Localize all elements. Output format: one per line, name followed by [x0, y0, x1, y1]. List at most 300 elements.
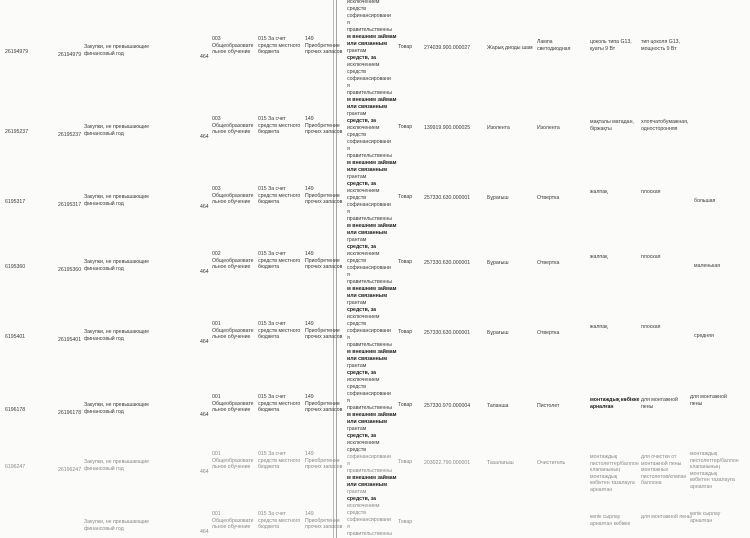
program-line: Приобретение [305, 257, 340, 264]
funding-source-line: бюджета [258, 464, 280, 471]
program-line: 149 [305, 451, 314, 457]
characteristic-ru [641, 514, 692, 521]
specifics-line: Общеобразовате [212, 192, 254, 199]
extra-characteristic-line: монтаждық [690, 451, 718, 457]
specifics-line: 001 [212, 451, 221, 457]
specifics-line: 001 [212, 321, 221, 327]
code-464: 464 [200, 269, 209, 275]
funding-text-line: или связанным [347, 419, 388, 425]
funding-text-line: средств [347, 132, 367, 138]
funding-text-line: или связанным [347, 356, 388, 362]
specifics-line: Общеобразовате [212, 400, 254, 407]
funding-text-line: средств, за [347, 244, 377, 250]
lot-id: 26196178 [58, 410, 82, 416]
characteristic-ru-line: монтажных [641, 467, 669, 474]
item-kind: Товар [398, 459, 413, 465]
funding-text-line: правительственны [347, 216, 393, 222]
funding-text-line: я [347, 272, 350, 278]
lot-id-left: 26194979 [5, 49, 29, 55]
specifics-line: Общеобразовате [212, 327, 254, 334]
name-kz: Бұрағыш [487, 330, 509, 336]
item-kind: Товар [398, 259, 413, 265]
specifics-line: 003 [212, 116, 221, 122]
characteristic-kz [590, 397, 639, 410]
extra-characteristic [690, 394, 727, 407]
characteristic-kz [590, 324, 607, 331]
funding-text-line: исключением [347, 0, 380, 5]
funding-text-line: средств [347, 447, 367, 453]
lot-id-left: 6195317 [5, 199, 26, 205]
characteristic-kz [590, 254, 607, 261]
characteristic-kz-line: көбіктен тазалауға [590, 480, 635, 487]
funding-source [258, 511, 300, 531]
funding-text-line: софинансировани [347, 13, 391, 19]
code-464: 464 [200, 54, 209, 60]
funding-text-line: м внешним займам [347, 223, 397, 229]
funding-source-line: 015 За счет [258, 394, 286, 400]
name-ru-line: Отвертка [537, 195, 560, 201]
program-line: Приобретение [305, 192, 340, 199]
characteristic-kz-line: пистолеттер/баллон [590, 460, 639, 467]
specifics [212, 251, 254, 271]
characteristic-kz-line: арналған [590, 403, 614, 410]
lot-id: 26195237 [58, 132, 82, 138]
characteristic-kz-line: көпік сырлау [590, 514, 621, 520]
funding-text-line: правительственны [347, 468, 393, 474]
funding-text-line: я [347, 461, 350, 467]
funding-text-line: софинансировани [347, 139, 391, 145]
funding-text-line: исключением [347, 251, 380, 257]
characteristic-ru-line: баллона [641, 480, 662, 487]
specifics-line: льное обучение [212, 264, 251, 271]
funding-text-line: грантам [347, 174, 367, 180]
funding-text-line: м внешним займам [347, 160, 397, 166]
extra-characteristic-line: арналған [690, 483, 713, 490]
characteristic-kz-line: жалпақ [590, 189, 608, 195]
specifics-line: 001 [212, 394, 221, 400]
funding-text-line: или связанным [347, 293, 388, 299]
characteristic-kz-line: қуаты 9 Вт [590, 45, 616, 52]
funding-text-line: я [347, 524, 350, 530]
characteristic-kz-line: монтаждық [590, 473, 618, 480]
funding-text-line: софинансировани [347, 265, 391, 271]
funding-source-line: средств местного [258, 122, 301, 129]
funding-text-line: м внешним займам [347, 286, 397, 292]
name-ru [537, 330, 559, 337]
program [305, 186, 342, 206]
funding-text-line: средств, за [347, 370, 377, 376]
program-line: 149 [305, 36, 314, 42]
funding-source-line: 015 За счет [258, 36, 286, 42]
funding-text-line: я [347, 146, 350, 152]
characteristic-kz-line: мақталы матадан, [590, 119, 634, 125]
funding-text-line: правительственны [347, 27, 393, 33]
funding-text-line: исключением [347, 377, 380, 383]
characteristic-ru [641, 189, 660, 196]
program-line: Приобретение [305, 122, 340, 129]
characteristic-ru [641, 119, 688, 132]
specifics [212, 511, 254, 531]
characteristic-ru-line: для монтажной [641, 397, 678, 403]
funding-source [258, 394, 300, 414]
funding-source-line: 015 За счет [258, 116, 286, 122]
name-ru-line: Очиститель [537, 460, 566, 466]
funding-text-line: исключением [347, 440, 380, 446]
funding-source-line: бюджета [258, 129, 280, 136]
funding-text-line: грантам [347, 300, 367, 306]
funding-source-line: 015 За счет [258, 251, 286, 257]
item-kind: Товар [398, 44, 413, 50]
program-line: прочих запасов [305, 334, 343, 341]
characteristic-kz-line: цоколь типа G13, [590, 39, 632, 45]
characteristic-ru-line: плоская [641, 254, 661, 260]
specifics-line: Общеобразовате [212, 517, 254, 524]
specifics-line: льное обучение [212, 49, 251, 56]
ktru-code: 139919.900.000025 [424, 125, 471, 131]
name-ru-line: Лампа [537, 39, 553, 45]
funding-source-line: бюджета [258, 407, 280, 414]
funding-source-line: 015 За счет [258, 451, 286, 457]
funding-text-line: софинансировани [347, 328, 391, 334]
funding-text-line: софинансировани [347, 517, 391, 523]
characteristic-kz-line: арналған көбікке [590, 520, 631, 527]
specifics-line: 001 [212, 511, 221, 517]
name-ru [537, 125, 560, 132]
program [305, 116, 342, 136]
funding-text-line: м внешним займам [347, 475, 397, 481]
lot-id-left: 6195401 [5, 334, 26, 340]
item-kind: Товар [398, 402, 413, 408]
name-kz: Изолента [487, 125, 510, 131]
funding-text-line: м внешним займам [347, 97, 397, 103]
funding-text-line: средств [347, 195, 367, 201]
program-line: Приобретение [305, 400, 340, 407]
characteristic-kz-line: клапанының [590, 467, 620, 474]
funding-text-line: м внешним займам [347, 34, 397, 40]
characteristic-ru-line: плоская [641, 324, 661, 330]
program [305, 36, 342, 56]
characteristic-kz [590, 454, 639, 494]
funding-text-line: средств [347, 384, 367, 390]
program-line: Приобретение [305, 457, 340, 464]
specifics-line: 002 [212, 251, 221, 257]
funding-source-line: бюджета [258, 49, 280, 56]
purchase-type: Закупки, не превышающие финансовый год [84, 194, 150, 207]
extra-characteristic [690, 451, 739, 491]
funding-text-line: правительственны [347, 90, 393, 96]
funding-text-line: м внешним займам [347, 412, 397, 418]
characteristic-kz-line: біржақты [590, 125, 612, 132]
program-line: 149 [305, 321, 314, 327]
item-kind: Товар [398, 124, 413, 130]
funding-source-line: бюджета [258, 199, 280, 206]
ktru-code: 274039.900.000027 [424, 45, 471, 51]
program-line: прочих запасов [305, 524, 343, 531]
size: маленькая [694, 263, 721, 269]
program-line: 149 [305, 116, 314, 122]
characteristic-ru-line: для очистки от [641, 454, 677, 460]
program-line: 149 [305, 251, 314, 257]
funding-text-line: или связанным [347, 482, 388, 488]
characteristic-kz-line: жалпақ [590, 254, 608, 260]
funding-text-line: средств, за [347, 307, 377, 313]
specifics [212, 394, 254, 414]
specifics-line: 003 [212, 186, 221, 192]
characteristic-ru [641, 324, 660, 331]
funding-text-line: исключением [347, 503, 380, 509]
funding-source [258, 451, 300, 471]
code-464: 464 [200, 529, 209, 535]
funding-source-line: средств местного [258, 327, 301, 334]
funding-source [258, 36, 300, 56]
specifics [212, 451, 254, 471]
funding-text-line: или связанным [347, 230, 388, 236]
characteristic-ru-line: плоская [641, 189, 661, 195]
name-ru-line: Отвертка [537, 330, 560, 336]
program-line: 149 [305, 511, 314, 517]
funding-source-line: 015 За счет [258, 186, 286, 192]
code-464: 464 [200, 339, 209, 345]
funding-text-line: грантам [347, 489, 367, 495]
code-464: 464 [200, 469, 209, 475]
funding-text-line: софинансировани [347, 454, 391, 460]
lot-id: 26194979 [58, 52, 82, 58]
characteristic-kz-line: монтаждық көбікке [590, 397, 640, 403]
lot-id-left: 6195360 [5, 264, 26, 270]
funding-source-line: средств местного [258, 257, 301, 264]
extra-characteristic [690, 511, 720, 524]
name-ru [537, 403, 559, 410]
specifics-line: Общеобразовате [212, 457, 254, 464]
name-kz: Тапанша [487, 403, 509, 409]
specifics-line: 003 [212, 36, 221, 42]
specifics [212, 321, 254, 341]
specifics [212, 186, 254, 206]
size: большая [694, 198, 716, 204]
purchase-type: Закупки, не превышающие финансовый год [84, 44, 150, 57]
program-line: прочих запасов [305, 129, 343, 136]
funding-text-line: средств, за [347, 181, 377, 187]
specifics-line: льное обучение [212, 464, 251, 471]
characteristic-ru-line: мощность 9 Вт [641, 45, 677, 52]
funding-text-line: я [347, 335, 350, 341]
funding-source-line: бюджета [258, 334, 280, 341]
code-464: 464 [200, 204, 209, 210]
funding-text-line: правительственны [347, 405, 393, 411]
funding-source-line: 015 За счет [258, 321, 286, 327]
extra-characteristic-line: пистолеттер/баллон [690, 457, 739, 464]
funding-text-line: средств, за [347, 55, 377, 61]
ktru-code: 257330.970.000004 [424, 403, 471, 409]
specifics [212, 36, 254, 56]
specifics-line: льное обучение [212, 407, 251, 414]
extra-characteristic-line: көбіктен тазалауға [690, 477, 735, 484]
funding-text-line: я [347, 83, 350, 89]
specifics [212, 116, 254, 136]
ktru-code: 203022.790.000001 [424, 460, 471, 466]
characteristic-ru [641, 39, 680, 52]
characteristic-ru-line: пистолетов/клапан [641, 473, 687, 480]
program [305, 394, 342, 414]
program [305, 451, 342, 471]
extra-characteristic-line: көпік сырлау [690, 511, 721, 517]
name-ru [537, 460, 565, 467]
name-kz: Тазалағыш [487, 460, 514, 466]
name-ru [537, 39, 570, 52]
lot-id-left: 6196178 [5, 407, 26, 413]
characteristic-ru-line: односторонняя [641, 125, 678, 132]
lot-id: 26196247 [58, 467, 82, 473]
extra-characteristic-line: для монтажной [690, 394, 727, 400]
funding-text-line: правительственны [347, 342, 393, 348]
funding-text-line: правительственны [347, 279, 393, 285]
funding-source-line: средств местного [258, 457, 301, 464]
characteristic-ru [641, 397, 678, 410]
characteristic-kz [590, 514, 630, 527]
funding-text-line: исключением [347, 62, 380, 68]
ktru-code: 257330.630.000001 [424, 260, 471, 266]
funding-text-line: или связанным [347, 167, 388, 173]
funding-text-line: я [347, 209, 350, 215]
program-line: Приобретение [305, 517, 340, 524]
funding-text-line: софинансировани [347, 391, 391, 397]
funding-text-line: или связанным [347, 104, 388, 110]
purchase-type: Закупки, не превышающие финансовый год [84, 402, 150, 415]
funding-source-line: бюджета [258, 264, 280, 271]
characteristic-kz [590, 39, 632, 52]
characteristic-ru-line: для монтажной пены [641, 514, 692, 520]
lot-id: 26195401 [58, 337, 82, 343]
extra-characteristic-line: пены [690, 400, 703, 407]
purchase-type: Закупки, не превышающие финансовый год [84, 519, 150, 532]
program-line: прочих запасов [305, 49, 343, 56]
program-line: прочих запасов [305, 264, 343, 271]
funding-text-line: исключением [347, 314, 380, 320]
funding-source [258, 116, 300, 136]
funding-text-line: софинансировани [347, 76, 391, 82]
funding-source-line: средств местного [258, 400, 301, 407]
name-ru-line: Изолента [537, 125, 560, 131]
characteristic-ru-line: монтажной пены [641, 460, 682, 467]
program-line: 149 [305, 394, 314, 400]
characteristic-kz-line: жалпақ [590, 324, 608, 330]
funding-source-line: средств местного [258, 192, 301, 199]
name-ru-line: светодиодная [537, 45, 571, 52]
characteristic-ru-line: тип цоколя G13, [641, 39, 680, 45]
program [305, 321, 342, 341]
name-kz: Жарық диоды шам [487, 45, 533, 51]
purchase-type: Закупки, не превышающие финансовый год [84, 329, 150, 342]
funding-text-line: я [347, 398, 350, 404]
specifics-line: льное обучение [212, 129, 251, 136]
characteristic-ru [641, 254, 660, 261]
code-464: 464 [200, 134, 209, 140]
funding-text-line: я [347, 20, 350, 26]
lot-id: 26195317 [58, 202, 82, 208]
characteristic-kz-line: монтаждық [590, 454, 618, 460]
item-kind: Товар [398, 194, 413, 200]
funding-text-line: средств [347, 69, 367, 75]
program-line: Приобретение [305, 42, 340, 49]
characteristic-kz [590, 189, 607, 196]
characteristic-kz-line: арналған [590, 486, 613, 493]
funding-source [258, 186, 300, 206]
funding-source [258, 321, 300, 341]
specifics-line: льное обучение [212, 524, 251, 531]
funding-text-line: правительственны [347, 531, 393, 537]
program [305, 511, 342, 531]
specifics-line: Общеобразовате [212, 42, 254, 49]
extra-characteristic-line: арналған [690, 517, 713, 524]
funding-text-line: грантам [347, 111, 367, 117]
funding-text-line: грантам [347, 48, 367, 54]
funding-text-line: средств, за [347, 433, 377, 439]
program-line: 149 [305, 186, 314, 192]
ktru-code: 257330.630.000001 [424, 195, 471, 201]
name-ru-line: Отвертка [537, 260, 560, 266]
funding-text-line: средств [347, 510, 367, 516]
funding-source-line: бюджета [258, 524, 280, 531]
name-ru-line: Пистолет [537, 403, 560, 409]
program-line: прочих запасов [305, 199, 343, 206]
funding-text-line: средств [347, 321, 367, 327]
specifics-line: льное обучение [212, 334, 251, 341]
extra-characteristic-line: клапанының [690, 464, 720, 471]
funding-text-line: средств [347, 258, 367, 264]
program-line: Приобретение [305, 327, 340, 334]
characteristic-kz [590, 119, 634, 132]
specifics-line: Общеобразовате [212, 257, 254, 264]
funding-text-line: грантам [347, 426, 367, 432]
funding-source-line: средств местного [258, 42, 301, 49]
lot-id: 26195360 [58, 267, 82, 273]
characteristic-ru-line: хлопчатобумажная, [641, 119, 689, 125]
funding-text-line: правительственны [347, 153, 393, 159]
funding-source [258, 251, 300, 271]
funding-text-line: м внешним займам [347, 349, 397, 355]
lot-id-left: 6196247 [5, 464, 26, 470]
name-kz: Бұрағыш [487, 195, 509, 201]
purchase-type: Закупки, не превышающие финансовый год [84, 124, 150, 137]
funding-source-line: средств местного [258, 517, 301, 524]
characteristic-ru [641, 454, 686, 487]
funding-text-line: средств [347, 6, 367, 12]
program [305, 251, 342, 271]
funding-text-line: грантам [347, 363, 367, 369]
lot-id-left: 26195237 [5, 129, 29, 135]
funding-source-line: 015 За счет [258, 511, 286, 517]
funding-text-line: средств, за [347, 118, 377, 124]
ktru-code: 257330.630.000001 [424, 330, 471, 336]
funding-text-line: или связанным [347, 41, 388, 47]
item-kind: Товар [398, 519, 413, 525]
size: средняя [694, 333, 714, 339]
purchase-type: Закупки, не превышающие финансовый год [84, 459, 150, 472]
characteristic-ru-line: пены [641, 403, 654, 410]
funding-text-line: исключением [347, 188, 380, 194]
program-line: прочих запасов [305, 464, 343, 471]
funding-text-line: грантам [347, 237, 367, 243]
extra-characteristic-line: монтаждық [690, 470, 718, 477]
name-ru [537, 260, 559, 267]
code-464: 464 [200, 412, 209, 418]
name-ru [537, 195, 559, 202]
specifics-line: Общеобразовате [212, 122, 254, 129]
specifics-line: льное обучение [212, 199, 251, 206]
funding-text-line: средств, за [347, 496, 377, 502]
funding-text-line: исключением [347, 125, 380, 131]
funding-text-line: софинансировани [347, 202, 391, 208]
